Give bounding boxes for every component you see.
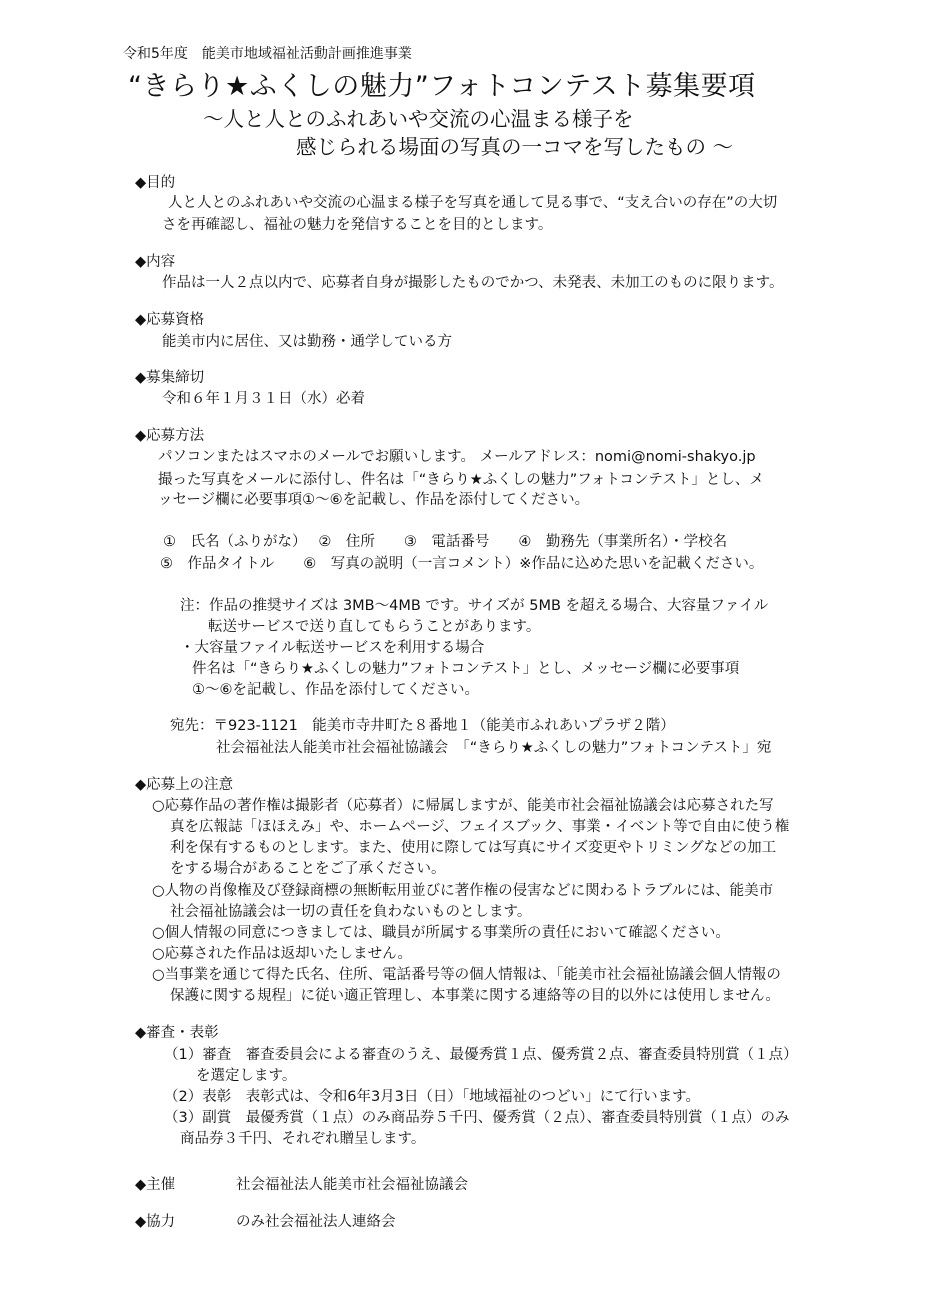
address-line-1: 宛先：〒923-1121 能美市寺井町た８番地１（能美市ふれあいプラザ２階） [170, 718, 675, 734]
method-line-2: 撮った写真をメールに添付し、件名は「“きらり★ふくしの魅力”フォトコンテスト」とし、メ [158, 472, 764, 488]
eligibility-heading: ◆応募資格 [135, 312, 205, 328]
organizer-text: 社会福祉法人能美市社会福祉協議会 [236, 1177, 468, 1193]
large-file-line-2: 件名は「“きらり★ふくしの魅力”フォトコンテスト」とし、メッセージ欄に必要事項 [192, 661, 740, 677]
program-subtitle: 令和5年度 能美市地域福祉活動計画推進事業 [123, 46, 412, 62]
large-file-line-3: ①～⑥を記載し、作品を添付してください。 [192, 682, 479, 698]
purpose-heading: ◆目的 [135, 175, 176, 191]
required-items-row-2: ⑤ 作品タイトル ⑥ 写真の説明（一言コメント）※作品に込めた思いを記載ください。 [160, 556, 764, 572]
notes-heading: ◆応募上の注意 [135, 777, 234, 793]
notes-line-10: 保護に関する規程」に従い適正管理し、本事業に関する連絡等の目的以外には使用しません。 [170, 988, 780, 1004]
page-title: “きらり★ふくしの魅力”フォトコンテスト募集要項 [128, 71, 756, 102]
notes-line-6: 社会福祉協議会は一切の責任を負わないものとします。 [170, 904, 532, 920]
notes-line-3: 利を保有するものとします。また、使用に際しては写真にサイズ変更やトリミングなどの加工 [170, 840, 777, 856]
method-line-3: ッセージ欄に必要事項①～⑥を記載し、作品を添付してください。 [158, 492, 590, 508]
notes-line-4: をする場合があることをご了承ください。 [170, 861, 446, 877]
size-note-line-1: 注：作品の推奨サイズは 3MB～4MB です。サイズが 5MB を超える場合、大容量ファイル [180, 598, 769, 614]
notes-line-5: ○人物の肖像権及び登録商標の無断転用並びに著作権の侵害などに関わるトラブルには、能美市 [152, 883, 774, 899]
size-note-line-2: 転送サービスで送り直してもらうことがあります。 [208, 619, 541, 635]
purpose-line-1: 人と人とのふれあいや交流の心温まる様子を写真を通して見る事で、“支え合いの存在”の大切 [168, 195, 778, 211]
address-line-2: 社会福祉法人能美市社会福祉協議会 「“きらり★ふくしの魅力”フォトコンテスト」宛 [216, 740, 772, 756]
tagline-line-1: ～人と人とのふれあいや交流の心温まる様子を [203, 107, 634, 131]
notes-line-2: 真を広報誌「ほほえみ」や、ホームページ、フェイスブック、事業・イベント等で自由に使う権 [170, 819, 790, 835]
content-heading: ◆内容 [135, 254, 176, 270]
cooperation-heading: ◆協力 [135, 1214, 176, 1230]
required-items-row-1: ① 氏名（ふりがな） ② 住所 ③ 電話番号 ④ 勤務先（事業所名）・学校名 [163, 534, 728, 550]
judging-line-4: （3）副賞 最優秀賞（１点）のみ商品券５千円、優秀賞（２点）、審査委員特別賞（１点）のみ [164, 1110, 790, 1126]
notes-line-9: ○当事業を通じて得た氏名、住所、電話番号等の個人情報は、「能美市社会福祉協議会個人情報の [152, 967, 781, 983]
purpose-line-2: さを再確認し、福祉の魅力を発信することを目的とします。 [162, 217, 553, 233]
notes-line-8: ○応募された作品は返却いたしません。 [152, 946, 413, 962]
eligibility-text: 能美市内に居住、又は勤務・通学している方 [162, 334, 452, 350]
notes-line-7: ○個人情報の同意につきましては、職員が所属する事業所の責任において確認ください。 [152, 925, 730, 941]
content-text: 作品は一人２点以内で、応募者自身が撮影したものでかつ、未発表、未加工のものに限ります。 [162, 275, 784, 291]
judging-line-1: （1）審査 審査委員会による審査のうえ、最優秀賞１点、優秀賞２点、審査委員特別賞（１点） [164, 1047, 798, 1063]
judging-line-3: （2）表彰 表彰式は、令和6年3月3日（日）「地域福祉のつどい」にて行います。 [164, 1089, 700, 1105]
deadline-heading: ◆募集締切 [135, 370, 205, 386]
judging-line-2: を選定します。 [196, 1068, 297, 1084]
cooperation-text: のみ社会福祉法人連絡会 [236, 1214, 396, 1230]
tagline-line-2: 感じられる場面の写真の一コマを写したもの ～ [296, 135, 734, 159]
judging-line-5: 商品券３千円、それぞれ贈呈します。 [180, 1131, 426, 1147]
method-heading: ◆応募方法 [135, 428, 205, 444]
judging-heading: ◆審査・表彰 [135, 1025, 219, 1041]
method-line-1: パソコンまたはスマホのメールでお願いします。 メールアドレス：nomi@nomi-shakyo.jp [158, 449, 756, 465]
large-file-line-1: ・大容量ファイル転送サービスを利用する場合 [180, 640, 485, 656]
deadline-text: 令和６年１月３１日（水）必着 [162, 391, 365, 407]
notes-line-1: ○応募作品の著作権は撮影者（応募者）に帰属しますが、能美市社会福祉協議会は応募された写 [152, 798, 774, 814]
organizer-heading: ◆主催 [135, 1177, 176, 1193]
